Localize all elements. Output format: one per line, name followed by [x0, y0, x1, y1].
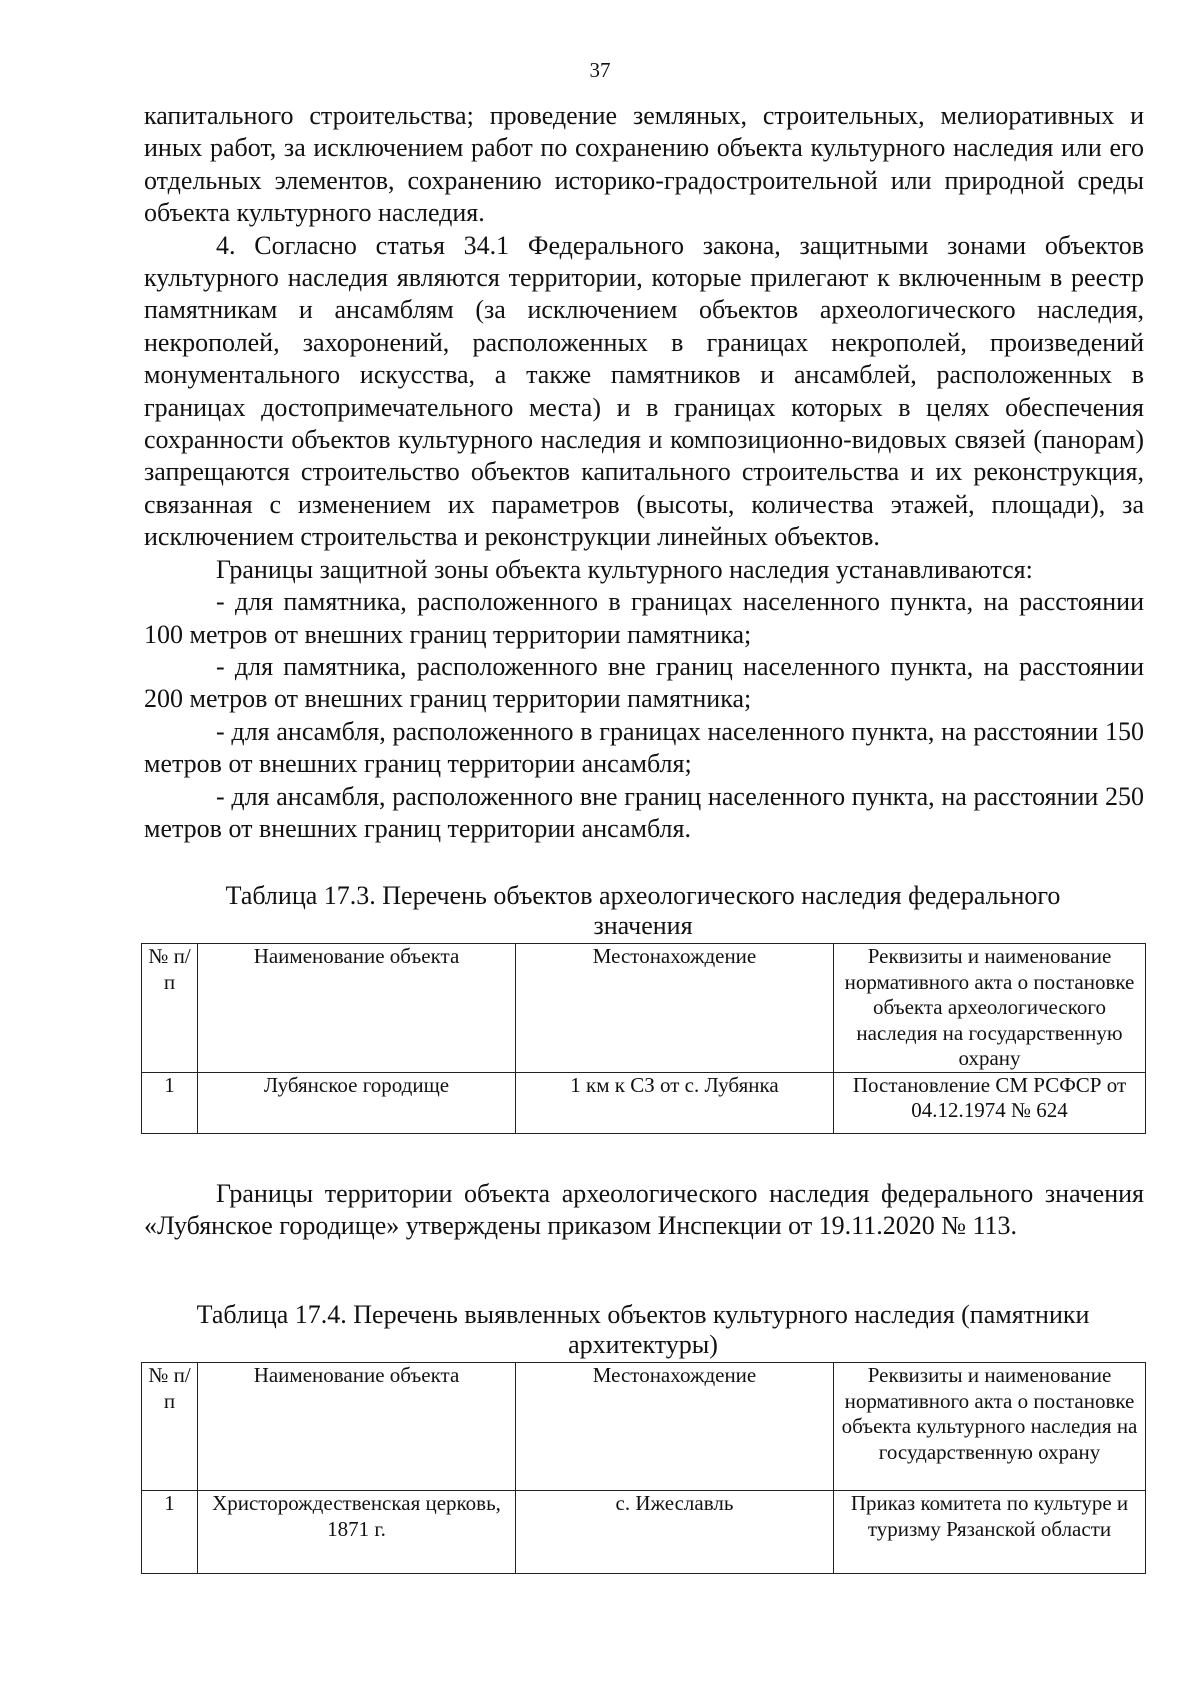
table-row [142, 1072, 1146, 1133]
cell-number: 1 [142, 1072, 198, 1133]
main-text [144, 100, 1144, 845]
archaeology-table [141, 943, 1146, 1134]
header-act: Реквизиты и наименование нормативного акта о постановке объекта культурного наследия на государственную охрану [834, 1363, 1146, 1491]
text-after-table [144, 1178, 1144, 1242]
cell-act: Постановление СМ РСФСР от 04.12.1974 № 624 [834, 1072, 1146, 1133]
page-number: 37 [589, 58, 611, 82]
header-number: № п/п [142, 944, 198, 1073]
cell-name: Лубянское городище [198, 1072, 516, 1133]
paragraph-1: капитального строительства; проведение земляных, строительных, мелиоративных и иных работ, за исключением работ по сохранению объекта культурного наследия или его отдельных элементов, сохранению историко-градостроительной или природной среды объекта культурного наследия. [144, 101, 1144, 228]
paragraph-after-table: Границы территории объекта археологического наследия федерального значения «Лубянское городище» утверждены приказом Инспекции от 19.11.2020 № 113. [144, 1179, 1144, 1240]
table-17-4-block [141, 1300, 1145, 1574]
cell-act: Приказ комитета по культуре и туризму Рязанской области [834, 1491, 1146, 1574]
table-caption: Таблица 17.4. Перечень выявленных объектов культурного наследия (памятники архитектуры) [196, 1300, 1090, 1359]
header-location: Местонахождение [516, 1363, 834, 1491]
paragraph-3: Границы защитной зоны объекта культурного наследия устанавливаются: [216, 554, 1033, 584]
table-row [142, 1491, 1146, 1574]
header-act: Реквизиты и наименование нормативного акта о постановке объекта археологического наследия на государственную охрану [834, 944, 1146, 1073]
table-caption: Таблица 17.3. Перечень объектов археологического наследия федерального значения [225, 881, 1061, 940]
cell-name: Христорождественская церковь, 1871 г. [198, 1491, 516, 1574]
cell-location: с. Ижеславль [516, 1491, 834, 1574]
list-item-ensemble-inside: - для ансамбля, расположенного в границах населенного пункта, на расстоянии 150 метров от внешних границ территории ансамбля; [144, 716, 1144, 779]
header-number: № п/п [142, 1363, 198, 1491]
header-name: Наименование объекта [198, 944, 516, 1073]
table-header-row [142, 1363, 1146, 1491]
header-location: Местонахождение [516, 944, 834, 1073]
list-item-monument-outside: - для памятника, расположенного вне границ населенного пункта, на расстоянии 200 метров от внешних границ территории памятника; [144, 651, 1144, 714]
paragraph-2: 4. Согласно статья 34.1 Федерального закона, защитными зонами объектов культурного наследия являются территории, которые прилегают к включенным в реестр памятникам и ансамблям (за исключением объектов археологического наследия, некрополей, захоронений, расположенных в границах некрополей, произведений монументального искусства, а также памятников и ансамблей, расположенных в границах достопримечательного места) и в границах которых в целях обеспечения сохранности объектов культурного наследия и композиционно-видовых связей (панорам) запрещаются строительство объектов капитального строительства и их реконструкция, связанная с изменением их параметров (высоты, количества этажей, площади), за исключением строительства и реконструкции линейных объектов. [144, 230, 1144, 552]
architecture-table [141, 1362, 1146, 1574]
table-17-3-block [141, 881, 1145, 1134]
list-item-monument-inside: - для памятника, расположенного в границах населенного пункта, на расстоянии 100 метров от внешних границ территории памятника; [144, 587, 1144, 649]
cell-number: 1 [142, 1491, 198, 1574]
table-header-row [142, 944, 1146, 1073]
header-name: Наименование объекта [198, 1363, 516, 1491]
list-item-ensemble-outside: - для ансамбля, расположенного вне границ населенного пункта, на расстоянии 250 метров от внешних границ территории ансамбля. [144, 781, 1144, 843]
cell-location: 1 км к СЗ от с. Лубянка [516, 1072, 834, 1133]
